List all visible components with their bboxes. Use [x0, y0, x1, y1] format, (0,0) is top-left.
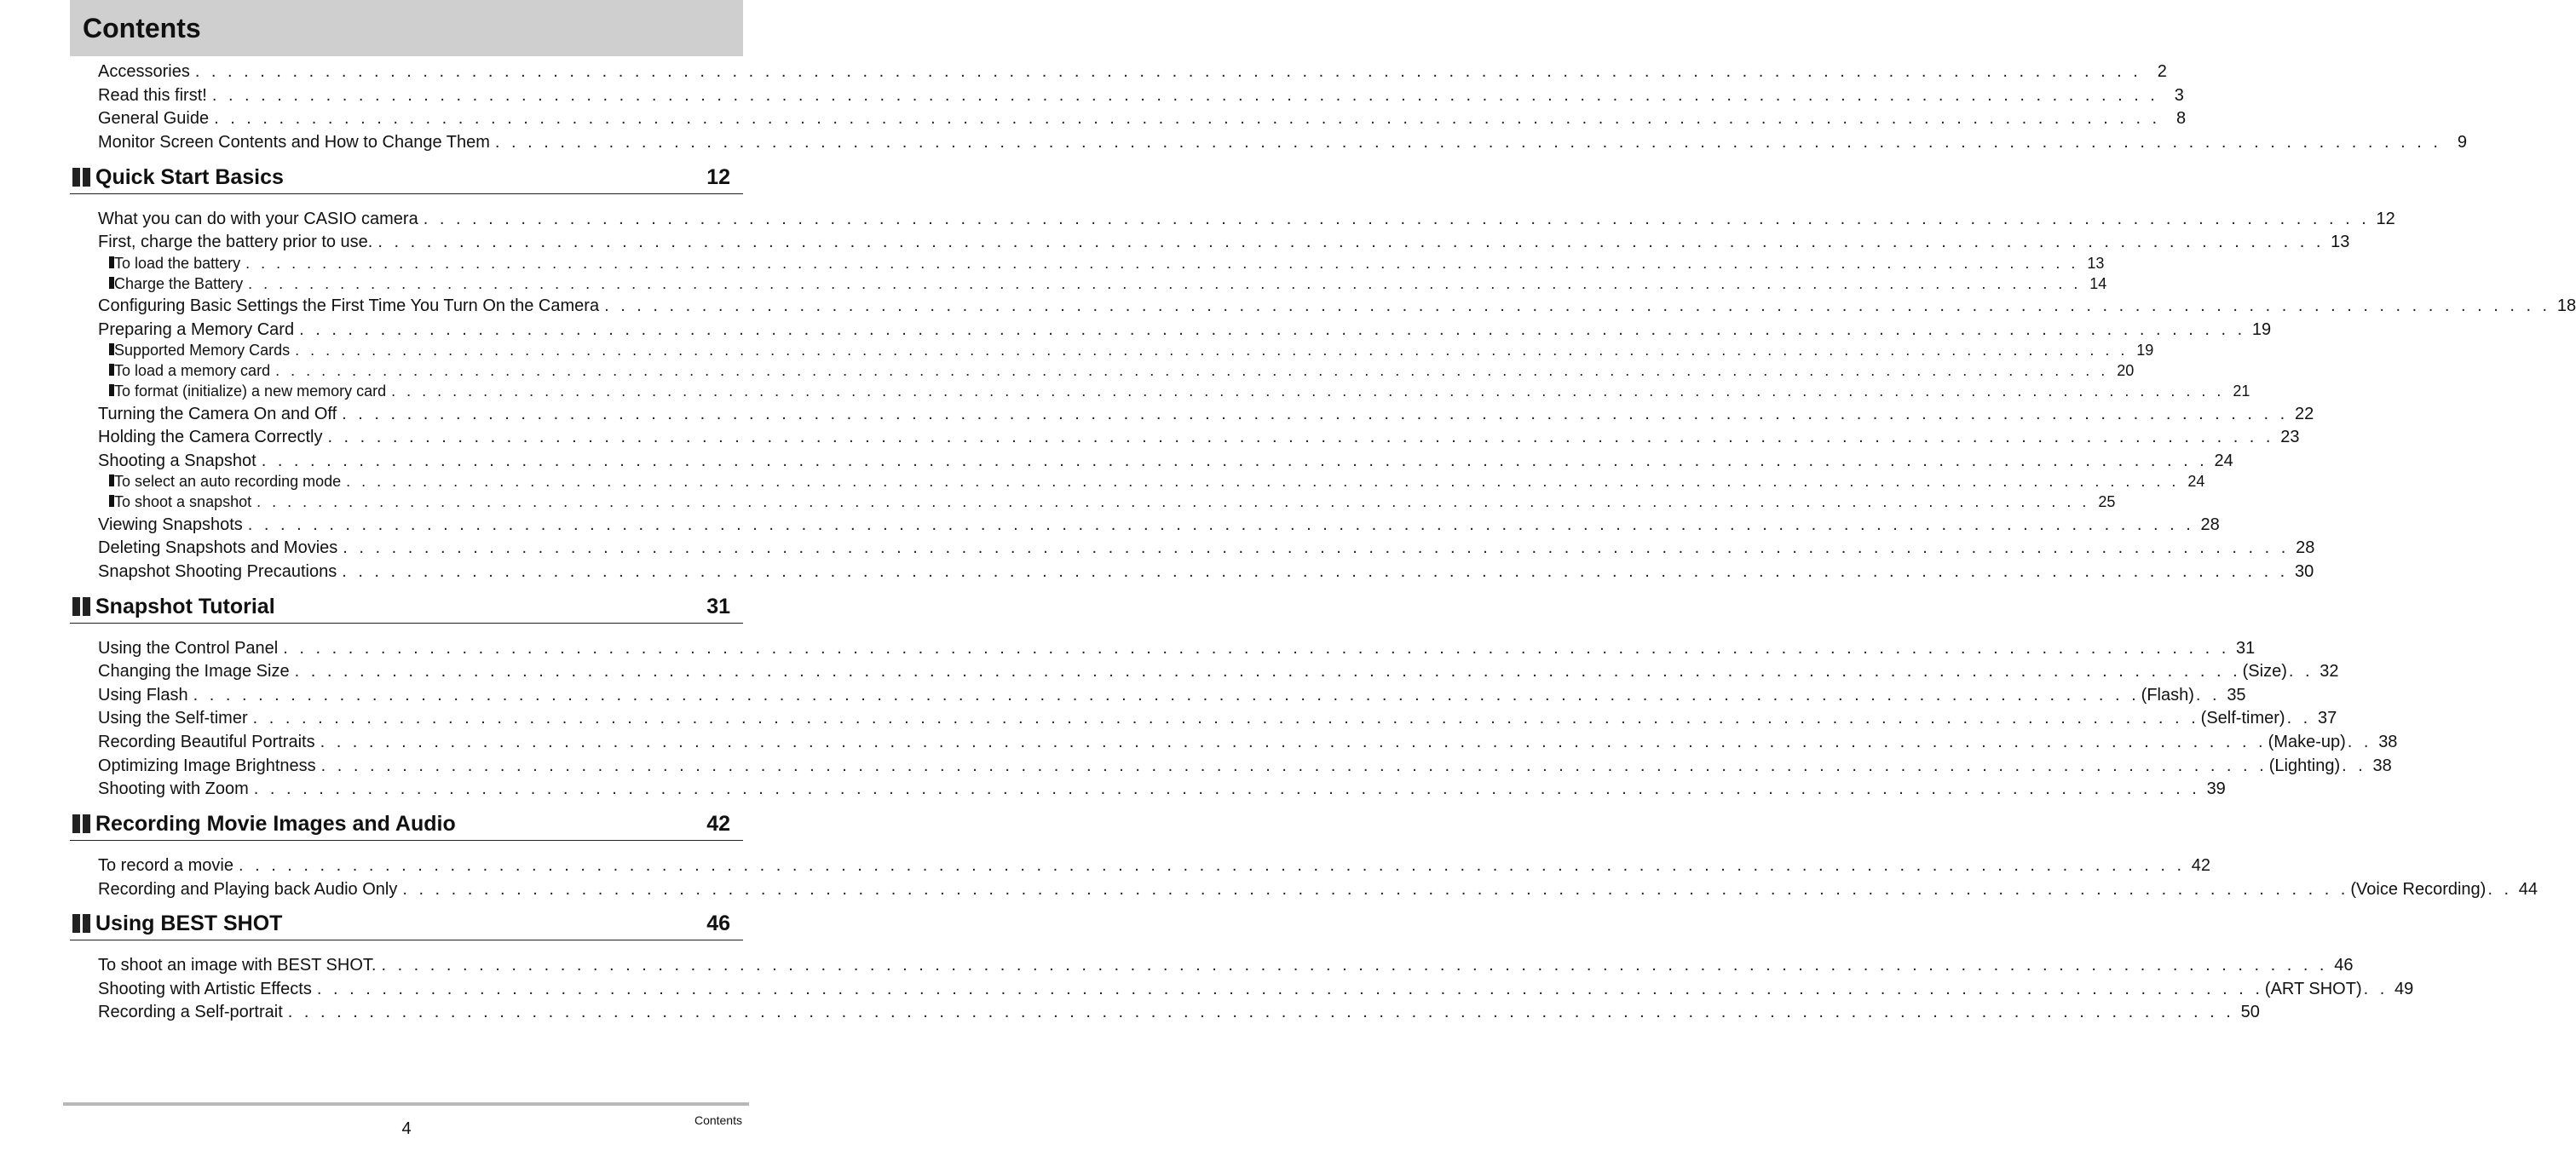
section-title: Quick Start Basics — [95, 165, 284, 189]
dot-leader: . . . . . . . . . . . . . . . . . . . . . . . . . . . . . . . . . . . . . . . . . . . . . . . . . . . . . . . . . . . . . . . . . . . . . . . . . . . . . . . . . . . . . . . . . . . . . . . . . . . . . . . . . . . . . . . . . . . . . . . . — [211, 86, 2158, 105]
entry-label: Holding the Camera Correctly — [98, 428, 323, 446]
toc-entry[interactable] — [98, 228, 2350, 252]
dot-leader: . . . . . . . . . . . . . . . . . . . . . . . . . . . . . . . . . . . . . . . . . . . . . . . . . . . . . . . . . . . . . . . . . . . . . . . . . . . . . . . . . . . . . . . . . . . . . . . . . . . . . . . . . . . . . . . . . . . . . . . . — [252, 709, 2199, 728]
entry-page: 19 — [2251, 320, 2272, 339]
toc-entry[interactable] — [98, 876, 2539, 900]
entry-page: 37 — [2317, 709, 2337, 728]
entry-label: Shooting with Zoom — [98, 779, 249, 798]
toc-entry[interactable] — [98, 447, 2233, 471]
toc-entry[interactable] — [98, 705, 2337, 728]
entry-page: 46 — [2334, 956, 2354, 975]
toc-entry[interactable] — [98, 558, 2314, 582]
toc-subentry[interactable] — [109, 359, 2135, 380]
section-title: Using BEST SHOT — [95, 912, 283, 935]
page-title: Contents — [83, 13, 201, 43]
entry-label: Shooting with Artistic Effects — [98, 980, 312, 998]
entry-label: To format (initialize) a new memory card — [114, 382, 387, 400]
dot-leader: . . — [2286, 709, 2312, 728]
entry-label: Read this first! — [98, 86, 207, 105]
dot-leader: . . . . . . . . . . . . . . . . . . . . . . . . . . . . . . . . . . . . . . . . . . . . . . . . . . . . . . . . . . . . . . . . . . . . . . . . . . . . . . . . . . . . . . . . . . . . . . . . . . . . . . . . . . . . . . . . . . . . . . . . — [295, 342, 2129, 359]
dot-leader: . . — [2363, 980, 2389, 998]
section-marker-icon — [72, 168, 91, 187]
entry-label: Deleting Snapshots and Movies — [98, 538, 338, 557]
toc-entry[interactable] — [98, 511, 2220, 535]
toc-entry[interactable] — [98, 58, 2167, 82]
toc-entry[interactable] — [98, 205, 2395, 229]
dot-leader: . . . . . . . . . . . . . . . . . . . . . . . . . . . . . . . . . . . . . . . . . . . . . . . . . . . . . . . . . . . . . . . . . . . . . . . . . . . . . . . . . . . . . . . . . . . . . . . . . . . . . . . . . . . . . . . . . . . . . . . . — [423, 210, 2370, 228]
dot-leader: . . . . . . . . . . . . . . . . . . . . . . . . . . . . . . . . . . . . . . . . . . . . . . . . . . . . . . . . . . . . . . . . . . . . . . . . . . . . . . . . . . . . . . . . . . . . . . . . . . . . . . . . . . . . . . . . . . . . . . . . — [245, 255, 2079, 272]
entry-label: To record a movie — [98, 856, 233, 875]
section-page: 42 — [706, 812, 730, 836]
entry-label: Recording and Playing back Audio Only — [98, 880, 398, 899]
section-header[interactable] — [70, 811, 743, 841]
section-page: 31 — [706, 595, 730, 618]
section-page: 46 — [706, 912, 730, 935]
entry-page: 2 — [2157, 62, 2167, 81]
dot-leader: . . . . . . . . . . . . . . . . . . . . . . . . . . . . . . . . . . . . . . . . . . . . . . . . . . . . . . . . . . . . . . . . . . . . . . . . . . . . . . . . . . . . . . . . . . . . . . . . . . . . . . . . . . . . . . . . . . . . . . . . — [381, 956, 2328, 975]
toc-entry[interactable] — [98, 975, 2414, 999]
entry-note: (Flash) — [2141, 686, 2194, 705]
entry-page: 9 — [2457, 133, 2467, 152]
entry-label: Configuring Basic Settings the First Time You Turn On the Camera — [98, 296, 600, 315]
toc-subentry[interactable] — [109, 491, 2116, 511]
entry-page: 22 — [2294, 405, 2314, 423]
toc-entry[interactable] — [98, 400, 2314, 424]
toc-entry[interactable] — [98, 658, 2339, 682]
entry-page: 50 — [2240, 1003, 2260, 1021]
toc-entry[interactable] — [98, 682, 2246, 705]
entry-label: Preparing a Memory Card — [98, 320, 295, 339]
section-marker-icon — [72, 914, 91, 933]
dot-leader: . . — [2195, 686, 2221, 705]
entry-page: 38 — [2372, 756, 2392, 775]
entry-page: 31 — [2236, 639, 2256, 658]
dot-leader: . . . . . . . . . . . . . . . . . . . . . . . . . . . . . . . . . . . . . . . . . . . . . . . . . . . . . . . . . . . . . . . . . . . . . . . . . . . . . . . . . . . . . . . . . . . . . . . . . . . . . . . . . . . . . . . . . . . . . . . . — [193, 686, 2140, 705]
entry-label: Charge the Battery — [114, 275, 244, 292]
toc-entry[interactable] — [98, 635, 2256, 659]
bullet-icon — [109, 256, 114, 268]
entry-note: (Make-up) — [2268, 733, 2346, 751]
entry-label: Optimizing Image Brightness — [98, 756, 316, 775]
dot-leader: . . . . . . . . . . . . . . . . . . . . . . . . . . . . . . . . . . . . . . . . . . . . . . . . . . . . . . . . . . . . . . . . . . . . . . . . . . . . . . . . . . . . . . . . . . . . . . . . . . . . . . . . . . . . . . . . . . . . . . . . — [494, 133, 2441, 152]
dot-leader: . . — [2342, 756, 2366, 775]
entry-page: 42 — [2191, 856, 2211, 875]
entry-page: 35 — [2227, 686, 2246, 705]
entry-label: To shoot a snapshot — [114, 493, 252, 510]
bullet-icon — [109, 474, 114, 486]
entry-page: 49 — [2394, 980, 2414, 998]
dot-leader: . . . . . . . . . . . . . . . . . . . . . . . . . . . . . . . . . . . . . . . . . . . . . . . . . . . . . . . . . . . . . . . . . . . . . . . . . . . . . . . . . . . . . . . . . . . . . . . . . . . . . . . . . . . . . . . . . . . . . . . . — [283, 639, 2230, 658]
dot-leader: . . . . . . . . . . . . . . . . . . . . . . . . . . . . . . . . . . . . . . . . . . . . . . . . . . . . . . . . . . . . . . . . . . . . . . . . . . . . . . . . . . . . . . . . . . . . . . . . . . . . . . . . . . . . . . . . . . . . . . . . — [299, 320, 2246, 339]
section-title: Snapshot Tutorial — [95, 595, 275, 618]
footer-rule — [63, 1102, 749, 1106]
entry-page: 30 — [2295, 562, 2314, 581]
entry-page: 23 — [2280, 428, 2300, 446]
dot-leader: . . — [2347, 733, 2372, 751]
entry-page: 24 — [2214, 451, 2233, 470]
dot-leader: . . . . . . . . . . . . . . . . . . . . . . . . . . . . . . . . . . . . . . . . . . . . . . . . . . . . . . . . . . . . . . . . . . . . . . . . . . . . . . . . . . . . . . . . . . . . . . . . . . . . . . . . . . . . . . . . . . . . . . . . — [214, 109, 2161, 128]
toc-entry[interactable] — [98, 82, 2184, 106]
dot-leader: . . . . . . . . . . . . . . . . . . . . . . . . . . . . . . . . . . . . . . . . . . . . . . . . . . . . . . . . . . . . . . . . . . . . . . . . . . . . . . . . . . . . . . . . . . . . . . . . . . . . . . . . . . . . . . . . . . . . . . . . — [320, 756, 2268, 775]
page-number: 4 — [401, 1119, 412, 1138]
entry-page: 12 — [2376, 210, 2395, 228]
entry-page: 25 — [2098, 493, 2116, 510]
toc-subentry[interactable] — [109, 380, 2250, 400]
entry-page: 13 — [2331, 233, 2350, 251]
entry-label: Viewing Snapshots — [98, 515, 243, 534]
toc-entry[interactable] — [98, 316, 2272, 340]
dot-leader: . . . . . . . . . . . . . . . . . . . . . . . . . . . . . . . . . . . . . . . . . . . . . . . . . . . . . . . . . . . . . . . . . . . . . . . . . . . . . . . . . . . . . . . . . . . . . . . . . . . . . . . . . . . . . . . . . . . . . . . . — [342, 405, 2289, 423]
dot-leader: . . . . . . . . . . . . . . . . . . . . . . . . . . . . . . . . . . . . . . . . . . . . . . . . . . . . . . . . . . . . . . . . . . . . . . . . . . . . . . . . . . . . . . . . . . . . . . . . . . . . . . . . . . . . . . . . . . . . . . . . — [238, 856, 2186, 875]
dot-leader: . . . . . . . . . . . . . . . . . . . . . . . . . . . . . . . . . . . . . . . . . . . . . . . . . . . . . . . . . . . . . . . . . . . . . . . . . . . . . . . . . . . . . . . . . . . . . . . . . . . . . . . . . . . . . . . . . . . . . . . . — [248, 275, 2082, 292]
entry-label: Recording a Self-portrait — [98, 1003, 283, 1021]
entry-label: Recording Beautiful Portraits — [98, 733, 315, 751]
entry-label: To select an auto recording mode — [114, 473, 342, 490]
section-marker-icon — [72, 814, 91, 833]
entry-page: 28 — [2200, 515, 2220, 534]
dot-leader: . . . . . . . . . . . . . . . . . . . . . . . . . . . . . . . . . . . . . . . . . . . . . . . . . . . . . . . . . . . . . . . . . . . . . . . . . . . . . . . . . . . . . . . . . . . . . . . . . . . . . . . . . . . . . . . . . . . . . . . . — [327, 428, 2274, 446]
toc-entry[interactable] — [98, 852, 2211, 876]
section-header[interactable] — [70, 594, 743, 624]
dot-leader: . . . . . . . . . . . . . . . . . . . . . . . . . . . . . . . . . . . . . . . . . . . . . . . . . . . . . . . . . . . . . . . . . . . . . . . . . . . . . . . . . . . . . . . . . . . . . . . . . . . . . . . . . . . . . . . . . . . . . . . . — [253, 779, 2200, 798]
bullet-icon — [109, 364, 114, 376]
dot-leader: . . . . . . . . . . . . . . . . . . . . . . . . . . . . . . . . . . . . . . . . . . . . . . . . . . . . . . . . . . . . . . . . . . . . . . . . . . . . . . . . . . . . . . . . . . . . . . . . . . . . . . . . . . . . . . . . . . . . . . . . — [604, 296, 2551, 315]
entry-label: To load the battery — [114, 255, 241, 272]
bullet-icon — [109, 495, 114, 507]
entry-label: Turning the Camera On and Off — [98, 405, 337, 423]
entry-label: Using Flash — [98, 686, 188, 705]
entry-label: To load a memory card — [114, 362, 271, 379]
entry-label: Using the Self-timer — [98, 709, 248, 728]
entry-label: General Guide — [98, 109, 210, 128]
entry-note: (ART SHOT) — [2264, 980, 2362, 998]
entry-page: 24 — [2187, 473, 2205, 490]
bullet-icon — [109, 343, 114, 355]
entry-label: Monitor Screen Contents and How to Change Them — [98, 133, 490, 152]
entry-label: First, charge the battery prior to use. — [98, 233, 373, 251]
entry-label: Accessories — [98, 62, 190, 81]
dot-leader: . . . . . . . . . . . . . . . . . . . . . . . . . . . . . . . . . . . . . . . . . . . . . . . . . . . . . . . . . . . . . . . . . . . . . . . . . . . . . . . . . . . . . . . . . . . . . . . . . . . . . . . . . . . . . . . . . . . . . . . . — [316, 980, 2263, 998]
dot-leader: . . . . . . . . . . . . . . . . . . . . . . . . . . . . . . . . . . . . . . . . . . . . . . . . . . . . . . . . . . . . . . . . . . . . . . . . . . . . . . . . . . . . . . . . . . . . . . . . . . . . . . . . . . . . . . . . . . . . . . . . — [342, 562, 2289, 581]
entry-page: 18 — [2556, 296, 2576, 315]
toc-subentry[interactable] — [109, 470, 2205, 491]
footer-label: Contents — [694, 1113, 742, 1127]
entry-page: 19 — [2136, 342, 2154, 359]
dot-leader: . . . . . . . . . . . . . . . . . . . . . . . . . . . . . . . . . . . . . . . . . . . . . . . . . . . . . . . . . . . . . . . . . . . . . . . . . . . . . . . . . . . . . . . . . . . . . . . . . . . . . . . . . . . . . . . . . . . . . . . . — [194, 62, 2141, 81]
entry-page: 13 — [2087, 255, 2105, 272]
dot-leader: . . . . . . . . . . . . . . . . . . . . . . . . . . . . . . . . . . . . . . . . . . . . . . . . . . . . . . . . . . . . . . . . . . . . . . . . . . . . . . . . . . . . . . . . . . . . . . . . . . . . . . . . . . . . . . . . . . . . . . . . — [391, 382, 2225, 400]
section-page: 12 — [706, 165, 730, 189]
toc-entry[interactable] — [98, 775, 2226, 799]
toc-entry[interactable] — [98, 728, 2398, 752]
toc-entry[interactable] — [98, 534, 2315, 558]
entry-page: 14 — [2089, 275, 2107, 292]
dot-leader: . . . . . . . . . . . . . . . . . . . . . . . . . . . . . . . . . . . . . . . . . . . . . . . . . . . . . . . . . . . . . . . . . . . . . . . . . . . . . . . . . . . . . . . . . . . . . . . . . . . . . . . . . . . . . . . . . . . . . . . . — [377, 233, 2325, 251]
dot-leader: . . . . . . . . . . . . . . . . . . . . . . . . . . . . . . . . . . . . . . . . . . . . . . . . . . . . . . . . . . . . . . . . . . . . . . . . . . . . . . . . . . . . . . . . . . . . . . . . . . . . . . . . . . . . . . . . . . . . . . . . — [247, 515, 2194, 534]
toc-entry[interactable] — [98, 105, 2187, 129]
entry-note: (Voice Recording) — [2350, 880, 2487, 899]
bullet-icon — [109, 384, 114, 396]
dot-leader: . . . . . . . . . . . . . . . . . . . . . . . . . . . . . . . . . . . . . . . . . . . . . . . . . . . . . . . . . . . . . . . . . . . . . . . . . . . . . . . . . . . . . . . . . . . . . . . . . . . . . . . . . . . . . . . . . . . . . . . . — [320, 733, 2267, 751]
toc-entry[interactable] — [98, 998, 2260, 1022]
entry-page: 44 — [2518, 880, 2539, 899]
toc-entry[interactable] — [98, 752, 2392, 776]
toc-subentry[interactable] — [109, 252, 2105, 273]
entry-page: 8 — [2176, 109, 2187, 128]
toc-entry[interactable] — [98, 292, 2576, 316]
dot-leader: . . — [2288, 662, 2314, 681]
toc-entry[interactable] — [98, 423, 2300, 447]
dot-leader: . . . . . . . . . . . . . . . . . . . . . . . . . . . . . . . . . . . . . . . . . . . . . . . . . . . . . . . . . . . . . . . . . . . . . . . . . . . . . . . . . . . . . . . . . . . . . . . . . . . . . . . . . . . . . . . . . . . . . . . . — [261, 451, 2208, 470]
entry-page: 3 — [2174, 86, 2184, 105]
section-header[interactable] — [70, 911, 743, 940]
entry-label: To shoot an image with BEST SHOT. — [98, 956, 377, 975]
title-bar — [70, 0, 743, 56]
entry-label: Using the Control Panel — [98, 639, 279, 658]
section-header[interactable] — [70, 164, 743, 194]
toc-entry[interactable] — [98, 129, 2467, 152]
dot-leader: . . . . . . . . . . . . . . . . . . . . . . . . . . . . . . . . . . . . . . . . . . . . . . . . . . . . . . . . . . . . . . . . . . . . . . . . . . . . . . . . . . . . . . . . . . . . . . . . . . . . . . . . . . . . . . . . . . . . . . . . — [287, 1003, 2234, 1021]
entry-note: (Self-timer) — [2200, 709, 2285, 728]
entry-page: 32 — [2320, 662, 2339, 681]
dot-leader: . . . . . . . . . . . . . . . . . . . . . . . . . . . . . . . . . . . . . . . . . . . . . . . . . . . . . . . . . . . . . . . . . . . . . . . . . . . . . . . . . . . . . . . . . . . . . . . . . . . . . . . . . . . . . . . . . . . . . . . . — [402, 880, 2349, 899]
entry-page: 39 — [2206, 779, 2226, 798]
toc-subentry[interactable] — [109, 273, 2107, 293]
dot-leader: . . . . . . . . . . . . . . . . . . . . . . . . . . . . . . . . . . . . . . . . . . . . . . . . . . . . . . . . . . . . . . . . . . . . . . . . . . . . . . . . . . . . . . . . . . . . . . . . . . . . . . . . . . . . . . . . . . . . . . . . — [275, 362, 2109, 379]
dot-leader: . . . . . . . . . . . . . . . . . . . . . . . . . . . . . . . . . . . . . . . . . . . . . . . . . . . . . . . . . . . . . . . . . . . . . . . . . . . . . . . . . . . . . . . . . . . . . . . . . . . . . . . . . . . . . . . . . . . . . . . . — [256, 493, 2090, 510]
dot-leader: . . . . . . . . . . . . . . . . . . . . . . . . . . . . . . . . . . . . . . . . . . . . . . . . . . . . . . . . . . . . . . . . . . . . . . . . . . . . . . . . . . . . . . . . . . . . . . . . . . . . . . . . . . . . . . . . . . . . . . . . — [343, 538, 2290, 557]
section-marker-icon — [72, 597, 91, 616]
dot-leader: . . . . . . . . . . . . . . . . . . . . . . . . . . . . . . . . . . . . . . . . . . . . . . . . . . . . . . . . . . . . . . . . . . . . . . . . . . . . . . . . . . . . . . . . . . . . . . . . . . . . . . . . . . . . . . . . . . . . . . . . — [294, 662, 2241, 681]
entry-page: 38 — [2378, 733, 2398, 751]
entry-label: Changing the Image Size — [98, 662, 290, 681]
entry-page: 21 — [2233, 382, 2250, 400]
dot-leader: . . — [2487, 880, 2513, 899]
toc-subentry[interactable] — [109, 339, 2154, 359]
entry-label: Shooting a Snapshot — [98, 451, 256, 470]
entry-label: Supported Memory Cards — [114, 342, 291, 359]
entry-note: (Size) — [2242, 662, 2287, 681]
bullet-icon — [109, 277, 114, 289]
entry-label: What you can do with your CASIO camera — [98, 210, 418, 228]
entry-page: 20 — [2117, 362, 2135, 379]
entry-label: Snapshot Shooting Precautions — [98, 562, 337, 581]
toc-entry[interactable] — [98, 952, 2354, 975]
section-title: Recording Movie Images and Audio — [95, 812, 456, 836]
dot-leader: . . . . . . . . . . . . . . . . . . . . . . . . . . . . . . . . . . . . . . . . . . . . . . . . . . . . . . . . . . . . . . . . . . . . . . . . . . . . . . . . . . . . . . . . . . . . . . . . . . . . . . . . . . . . . . . . . . . . . . . . — [346, 473, 2180, 490]
entry-page: 28 — [2296, 538, 2315, 557]
entry-note: (Lighting) — [2268, 756, 2341, 775]
